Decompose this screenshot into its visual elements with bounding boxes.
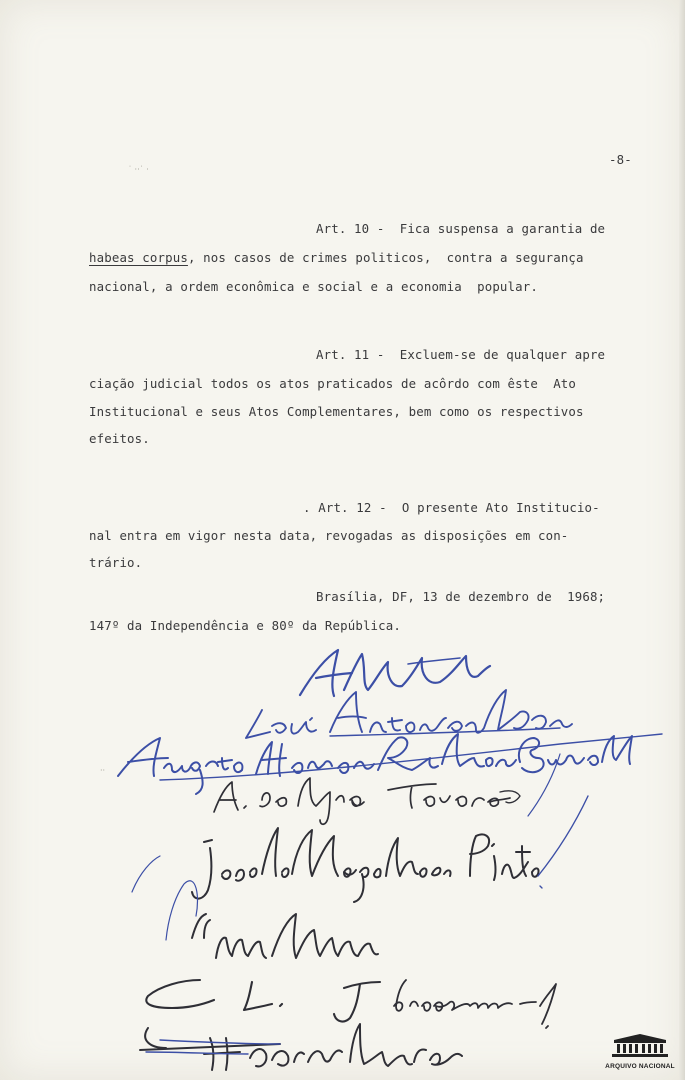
signature-2: [246, 690, 572, 738]
stray-ink-mark: ˙ ·‧˙ ·: [128, 165, 149, 174]
signature-3: [118, 734, 662, 816]
signature-1: [300, 650, 490, 696]
art-11-line-2: ciação judicial todos os atos praticados de acôrdo com êste Ato: [89, 376, 577, 391]
art-11-line-3: Institucional e seus Atos Complementares, bem como os respectivos: [89, 404, 584, 419]
art-10-line-2: habeas corpus, nos casos de crimes politicos, contra a segurança: [89, 250, 584, 265]
place-and-date: Brasília, DF, 13 de dezembro de 1968;: [316, 589, 606, 604]
art-11-line-4: efeitos.: [89, 431, 150, 446]
art-10-line-1: Art. 10 - Fica suspensa a garantia de: [316, 221, 606, 236]
independence-republic-years: 147º da Independência e 80º da República.: [89, 618, 402, 633]
arquivo-nacional-logo: [600, 1034, 680, 1078]
stray-ink-mark-left: ‧‧: [100, 766, 106, 775]
art-12-line-1: . Art. 12 - O presente Ato Institucio-: [303, 500, 600, 515]
building-icon: [610, 1034, 670, 1058]
signatures-block: [0, 640, 685, 1080]
art-11-line-1: Art. 11 - Excluem-se de qualquer apre: [316, 347, 606, 362]
handwritten-signatures: [0, 640, 685, 1080]
signature-8: [140, 1024, 462, 1070]
art-10-line-3: nacional, a ordem econômica e social e a economia popular.: [89, 279, 538, 294]
page-number: -8-: [609, 152, 632, 167]
art-12-line-2: nal entra em vigor nesta data, revogadas as disposições em con-: [89, 528, 569, 543]
signature-5: [192, 796, 588, 902]
signature-6: [166, 881, 378, 958]
habeas-corpus-term: habeas corpus: [89, 250, 188, 265]
signature-7: [146, 980, 556, 1028]
signature-4: [214, 778, 520, 824]
art-12-line-3: trário.: [89, 555, 143, 570]
signature-9: [132, 856, 160, 892]
arquivo-nacional-label: ARQUIVO NACIONAL: [605, 1063, 675, 1070]
